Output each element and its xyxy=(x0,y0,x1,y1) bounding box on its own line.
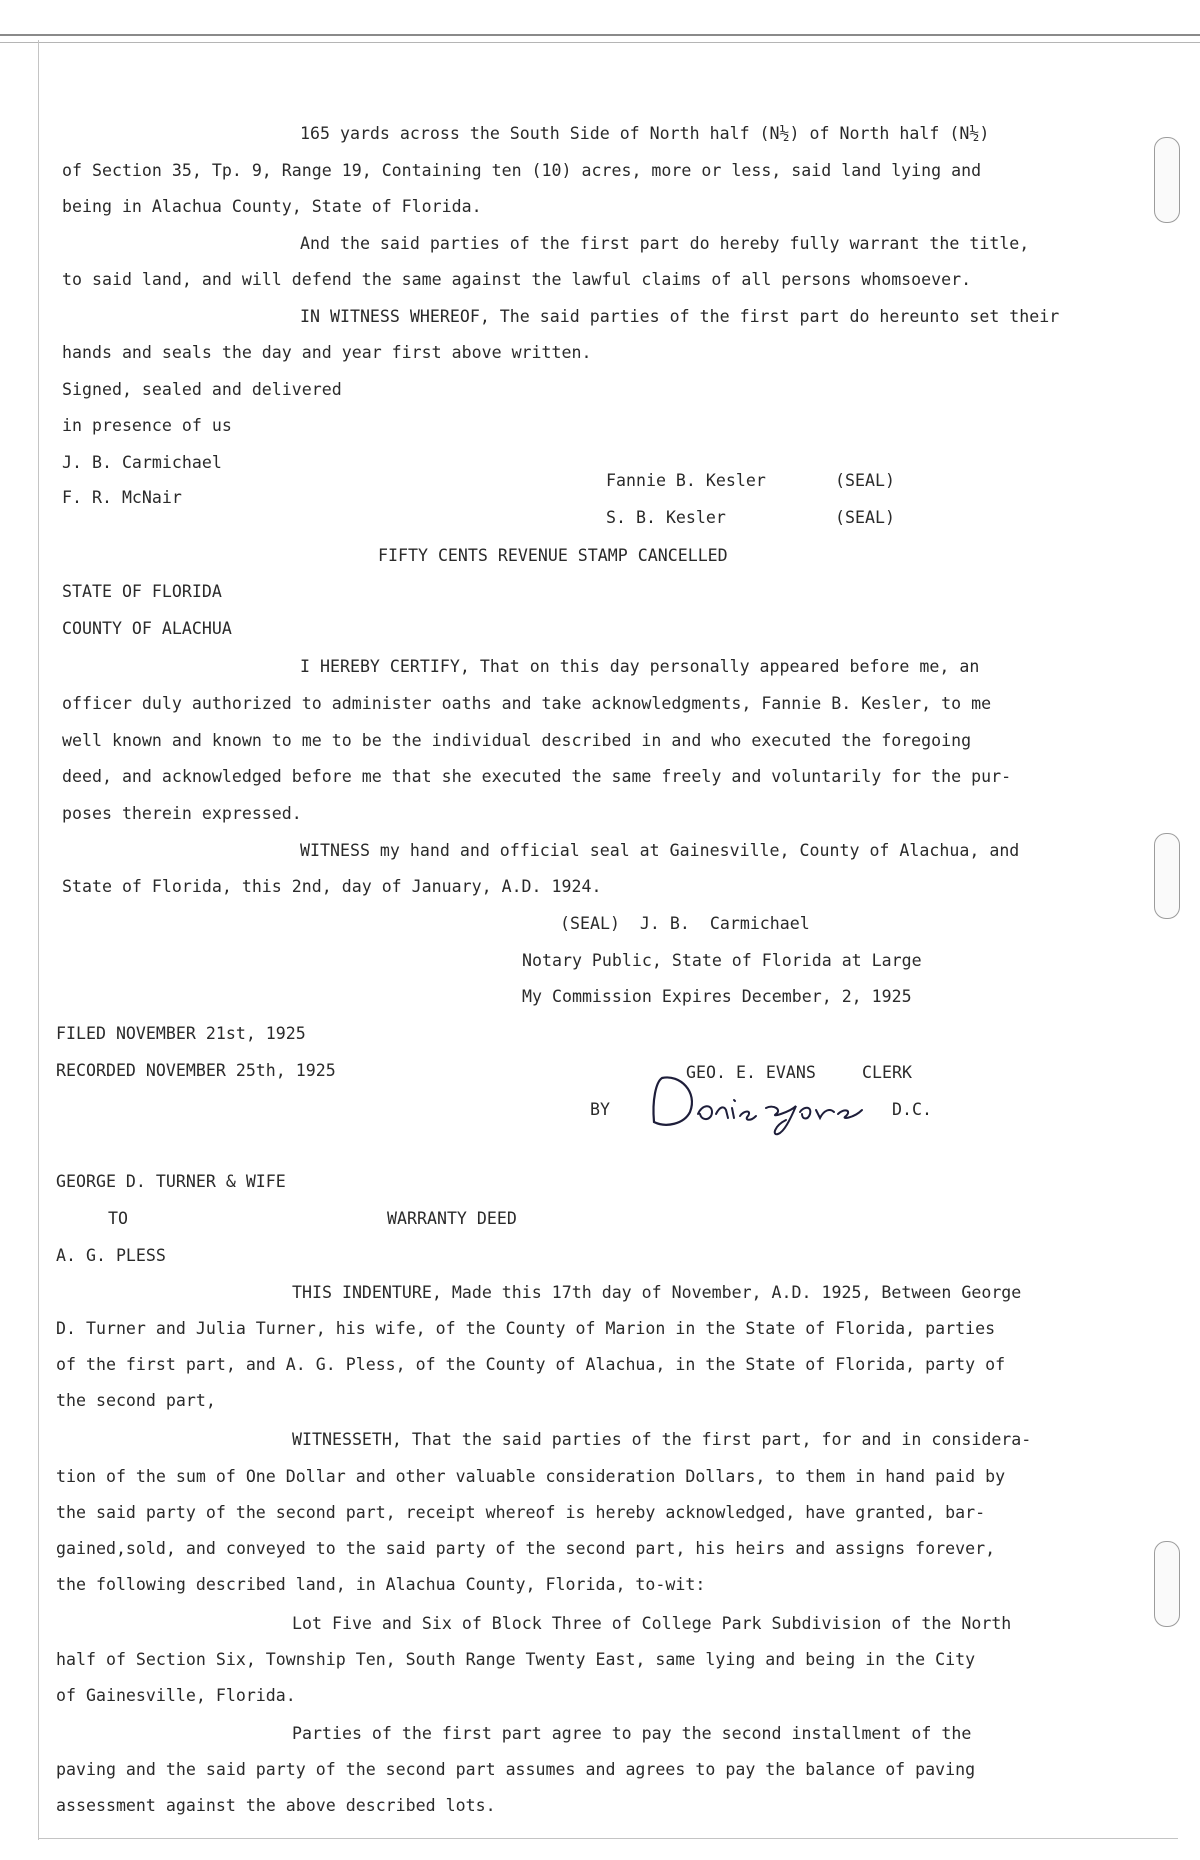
paving-line-3: assessment against the above described lots. xyxy=(56,1796,496,1815)
top-border-rule xyxy=(0,34,1200,43)
clerk-title: CLERK xyxy=(862,1063,912,1082)
land-description-line-3: of Gainesville, Florida. xyxy=(56,1686,296,1705)
filed-date: FILED NOVEMBER 21st, 1925 xyxy=(56,1024,306,1043)
deed1-line-1: 165 yards across the South Side of North half (N½) of North half (N½) xyxy=(300,124,990,143)
to-heading: TO xyxy=(108,1209,128,1228)
deputy-clerk-label: D.C. xyxy=(892,1100,932,1119)
deed1-line-7: hands and seals the day and year first above written. xyxy=(62,343,592,362)
document-type-heading: WARRANTY DEED xyxy=(387,1209,517,1228)
grantor-heading: GEORGE D. TURNER & WIFE xyxy=(56,1172,286,1191)
signer-2: S. B. Kesler xyxy=(606,508,726,527)
seal-1: (SEAL) xyxy=(835,471,895,490)
deed1-line-8: Signed, sealed and delivered xyxy=(62,380,342,399)
land-description-line-1: Lot Five and Six of Block Three of College Park Subdivision of the North xyxy=(292,1614,1012,1633)
paving-line-1: Parties of the first part agree to pay the second installment of the xyxy=(292,1724,972,1743)
indenture-line-3: of the first part, and A. G. Pless, of the County of Alachua, in the State of Florida, party of xyxy=(56,1355,1006,1374)
county-heading: COUNTY OF ALACHUA xyxy=(62,619,232,638)
left-margin-rule xyxy=(38,40,39,1840)
recorded-date: RECORDED NOVEMBER 25th, 1925 xyxy=(56,1061,336,1080)
deed1-line-2: of Section 35, Tp. 9, Range 19, Containing ten (10) acres, more or less, said land lying and xyxy=(62,161,982,180)
witness-2: F. R. McNair xyxy=(62,488,182,507)
certify-line-1: I HEREBY CERTIFY, That on this day personally appeared before me, an xyxy=(300,657,980,676)
witnesseth-line-2: tion of the sum of One Dollar and other valuable consideration Dollars, to them in hand paid by xyxy=(56,1467,1006,1486)
deed1-line-4: And the said parties of the first part do hereby fully warrant the title, xyxy=(300,234,1030,253)
paving-line-2: paving and the said party of the second part assumes and agrees to pay the balance of paving xyxy=(56,1760,976,1779)
witnesseth-line-3: the said party of the second part, receipt whereof is hereby acknowledged, have granted, bar- xyxy=(56,1503,986,1522)
punch-hole-middle xyxy=(1154,833,1180,919)
indenture-line-2: D. Turner and Julia Turner, his wife, of the County of Marion in the State of Florida, parties xyxy=(56,1319,996,1338)
signer-1: Fannie B. Kesler xyxy=(606,471,766,490)
notary-commission: My Commission Expires December, 2, 1925 xyxy=(522,987,912,1006)
punch-hole-top xyxy=(1154,137,1180,223)
deed1-line-5: to said land, and will defend the same against the lawful claims of all persons whomsoever. xyxy=(62,270,972,289)
witnesseth-line-1: WITNESSETH, That the said parties of the first part, for and in considera- xyxy=(292,1430,1032,1449)
certify-line-3: well known and known to me to be the individual described in and who executed the foregoing xyxy=(62,731,972,750)
witnesseth-line-5: the following described land, in Alachua County, Florida, to-wit: xyxy=(56,1575,706,1594)
grantee-heading: A. G. PLESS xyxy=(56,1246,166,1265)
by-label: BY xyxy=(590,1100,610,1119)
certify-line-2: officer duly authorized to administer oaths and take acknowledgments, Fannie B. Kesler, to me xyxy=(62,694,992,713)
state-heading: STATE OF FLORIDA xyxy=(62,582,222,601)
deed1-line-6: IN WITNESS WHEREOF, The said parties of the first part do hereunto set their xyxy=(300,307,1060,326)
notary-seal-name: (SEAL) J. B. Carmichael xyxy=(560,914,810,933)
indenture-line-4: the second part, xyxy=(56,1391,216,1410)
certify-line-4: deed, and acknowledged before me that she executed the same freely and voluntarily for the pur- xyxy=(62,767,1012,786)
indenture-line-1: THIS INDENTURE, Made this 17th day of November, A.D. 1925, Between George xyxy=(292,1283,1022,1302)
land-description-line-2: half of Section Six, Township Ten, South Range Twenty East, same lying and being in the City xyxy=(56,1650,976,1669)
witnesseth-line-4: gained,sold, and conveyed to the said party of the second part, his heirs and assigns forever, xyxy=(56,1539,996,1558)
revenue-stamp-note: FIFTY CENTS REVENUE STAMP CANCELLED xyxy=(378,546,728,565)
deed1-line-9: in presence of us xyxy=(62,416,232,435)
witness-1: J. B. Carmichael xyxy=(62,453,222,472)
witness-clause-2: State of Florida, this 2nd, day of January, A.D. 1924. xyxy=(62,877,602,896)
bottom-border-rule xyxy=(38,1838,1178,1839)
clerk-name: GEO. E. EVANS xyxy=(686,1063,816,1082)
deed1-line-3: being in Alachua County, State of Florida. xyxy=(62,197,482,216)
witness-clause-1: WITNESS my hand and official seal at Gainesville, County of Alachua, and xyxy=(300,841,1020,860)
certify-line-5: poses therein expressed. xyxy=(62,804,302,823)
punch-hole-bottom xyxy=(1154,1541,1180,1627)
seal-2: (SEAL) xyxy=(835,508,895,527)
deputy-clerk-signature xyxy=(640,1070,870,1140)
notary-title: Notary Public, State of Florida at Large xyxy=(522,951,922,970)
